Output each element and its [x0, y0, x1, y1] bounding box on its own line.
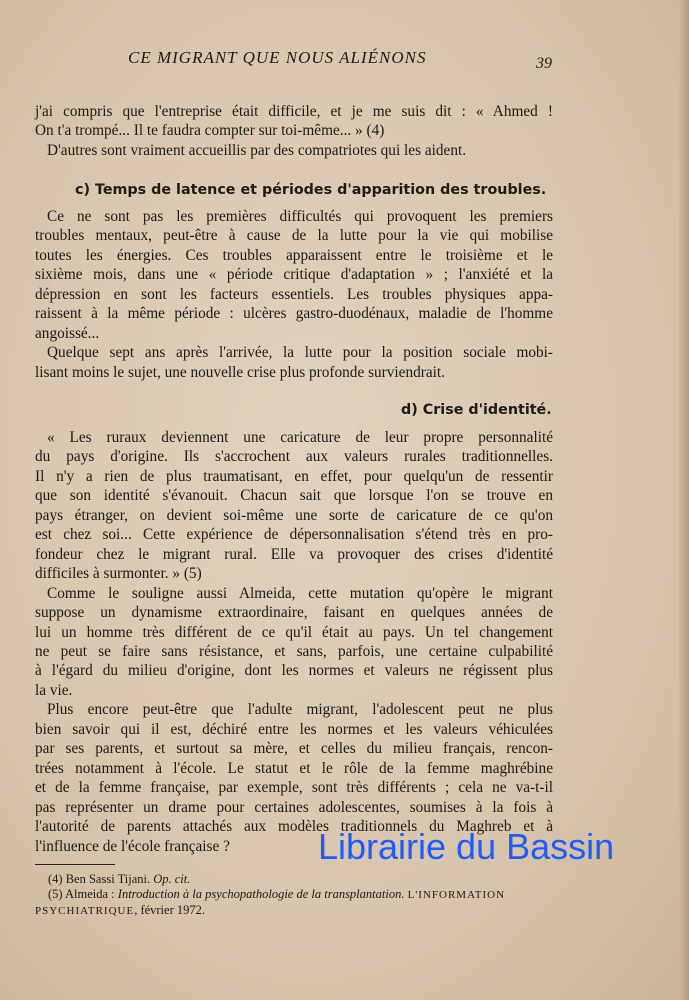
text-line: difficiles à surmonter. » (5) [35, 565, 202, 583]
text-line: lui un homme très différent de ce qu'il était au pays. Un tel changement [35, 623, 553, 641]
footnote-number: (4) [48, 872, 63, 886]
text-line: lisant moins le sujet, une nouvelle crise plus profonde surviendrait. [35, 363, 445, 381]
footnote-rule [35, 864, 115, 865]
page-edge [679, 0, 689, 1000]
section-d-heading: d) Crise d'identité. [401, 402, 552, 418]
footnote-5 [48, 886, 505, 903]
text-line: « Les ruraux deviennent une caricature de leur propre personnalité [47, 429, 553, 446]
text-line: j'ai compris que l'entreprise était difficile, et je me suis dit : « Ahmed ! [35, 103, 553, 120]
text-line: troubles mentaux, peut-être à cause de la lutte pour la vie qui mobilise [35, 227, 553, 245]
footnote-journal: L'INFORMATION [407, 889, 506, 901]
text-line: du pays d'origine. Ils s'accrochent aux valeurs rurales traditionnelles. [35, 448, 553, 466]
footnote-4 [48, 871, 190, 887]
text-line: trées notamment à l'école. Le statut et le rôle de la femme maghrébine [35, 759, 553, 777]
section-c-body [35, 207, 553, 382]
footnote-text: Almeida : [65, 887, 115, 901]
text-line: fondeur chez le migrant rural. Elle va provoquer des crises d'identité [35, 545, 553, 563]
footnote-5-cont [35, 902, 205, 919]
footnote-italic: Op. cit. [153, 872, 191, 886]
footnote-number: (5) [48, 887, 63, 901]
footnote-text: Ben Sassi Tijani. [65, 872, 151, 886]
footnote-date: , février 1972. [134, 903, 205, 917]
text-line: et de la femme française, par exemple, sont très différents ; cela ne va-t-il [35, 779, 553, 797]
text-line: raissent à la même période : ulcères gastro-duodénaux, maladie de l'homme [35, 305, 553, 323]
text-line: que son identité s'évanouit. Chacun sait que lorsque l'on se trouve en [35, 487, 553, 505]
text-line: D'autres sont vraiment accueillis par des compatriotes qui les aident. [47, 141, 467, 159]
text-line: l'autorité de parents attachés aux modèles traditionnels du Maghreb et à [35, 818, 553, 836]
text-line: Ce ne sont pas les premières difficultés qui provoquent les premiers [47, 208, 553, 225]
text-line: Comme le souligne aussi Almeida, cette mutation qu'opère le migrant [47, 584, 553, 602]
text-line: ne peut se faire sans résistance, et sans, parfois, une certaine culpabilité [35, 642, 553, 660]
footnote-italic: Introduction à la psychopathologie de la transplantation. [117, 887, 405, 901]
watermark: Librairie du Bassin [318, 826, 615, 867]
text-line: l'influence de l'école française ? [35, 837, 230, 855]
text-line: la vie. [35, 681, 73, 699]
text-line: à l'égard du milieu d'origine, dont les normes et valeurs ne régissent plus [35, 662, 553, 680]
text-line: Quelque sept ans après l'arrivée, la lutte pour la position sociale mobi- [47, 344, 553, 362]
text-line: Plus encore peut-être que l'adulte migrant, l'adolescent peut ne plus [47, 701, 553, 719]
text-line: Il n'y a rien de plus traumatisant, en effet, pour quelqu'un de ressentir [35, 467, 553, 485]
section-c-heading: c) Temps de latence et périodes d'apparition des troubles. [75, 182, 547, 198]
section-d-body [35, 428, 553, 856]
text-line: par ses parents, et surtout sa mère, et celles du milieu français, rencon- [35, 740, 553, 758]
text-line: toutes les énergies. Ces troubles apparaissent entre le troisième et le [35, 246, 553, 264]
text-line: pas représenter un drame pour certaines adolescentes, soumises à la fois à [35, 798, 553, 816]
text-line: pays étranger, on devient soi-même une sorte de caricature de ce qu'on [35, 506, 553, 524]
text-line: sixième mois, dans une « période critique d'adaptation » ; l'anxiété et la [35, 266, 553, 284]
text-line: suppose un dynamisme extraordinaire, faisant en quelques années de [35, 604, 553, 622]
page-number: 39 [536, 55, 552, 72]
text-line: angoissé... [35, 324, 100, 342]
text-line: est chez soi... Cette expérience de dépersonnalisation s'étend très en pro- [35, 526, 553, 544]
text-line: dépression en sont les facteurs essentiels. Les troubles physiques appa- [35, 285, 553, 303]
text-line: bien savoir qui il est, déchiré entre les normes et les valeurs véhiculées [35, 720, 553, 738]
paragraph-group [35, 102, 553, 160]
footnote-journal: PSYCHIATRIQUE [35, 905, 135, 917]
running-header: CE MIGRANT QUE NOUS ALIÉNONS [128, 48, 427, 67]
text-line: On t'a trompé... Il te faudra compter sur toi-même... » (4) [35, 122, 385, 140]
